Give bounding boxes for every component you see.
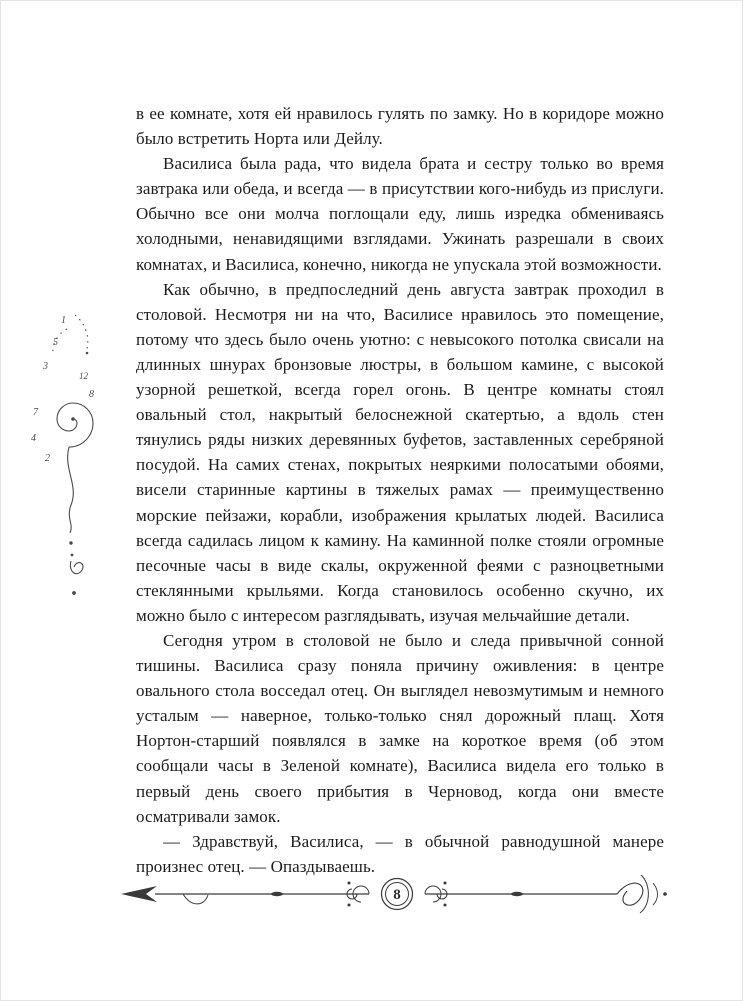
page-number-medallion: [382, 879, 413, 910]
ornament-numeral: 7: [33, 407, 38, 418]
ornament-numeral: 1: [61, 315, 66, 326]
ornament-numeral: 2: [45, 453, 50, 464]
paragraph: Василиса была рада, что видела брата и сестру только во время завтрака или обеда, и всегда — в присутствии кого-нибудь из прислуги. Обычно все они молча поглощали еду, лишь изредка обмениваясь холодными, ненавидящими взглядами. Ужинать разрешали в своих комнатах, и Василиса, конечно, никогда не упускала этой возможности.: [136, 154, 664, 274]
ornament-numeral: 5: [53, 337, 58, 348]
ornament-numeral: 4: [31, 433, 36, 444]
footer-arrow-icon: [121, 886, 157, 902]
ornament-numeral: 3: [43, 361, 48, 372]
ornament-numeral: 12: [79, 371, 88, 381]
paragraph: в ее комнате, хотя ей нравилось гулять по замку. Но в коридоре можно было встретить Норта или Дейлу.: [136, 104, 664, 149]
paragraph: — Здравствуй, Василиса, — в обычной равнодушной манере произнес отец. — Опаздываешь.: [136, 831, 664, 876]
paragraph: Как обычно, в предпоследний день августа завтрак проходил в столовой. Несмотря ни на что, Василисе нравилось это помещение, потому что здесь было очень уютно: с невысокого потолка свисали на длинных шнурах бронзовые люстры, в большом камине, с высокой узорной решеткой, всегда горел огонь. В центре комнаты стоял овальный стол, накрытый белоснежной скатертью, а вдоль стен тянулись ряды низких деревянных буфетов, заставленных серебряной посудой. На самих стенах, покрытых неяркими полосатыми обоями, висели старинные картины в тяжелых рамах — преимущественно морские пейзажи, корабли, изображения крылатых людей. Василиса всегда садилась лицом к камину. На каминной полке стояли огромные песочные часы в виде скалы, окруженной феями с разноцветными стеклянными крыльями. Когда становилось особенно скучно, их можно было с интересом разглядывать, изучая мельчайшие детали.: [136, 279, 664, 625]
ornament-numeral: 8: [89, 389, 94, 400]
spiral-clock-ornament: [23, 309, 118, 604]
page-number: 8: [393, 887, 401, 903]
footer-flourish-ornament: [117, 863, 677, 925]
spiral-center-dot: [71, 417, 75, 421]
paragraph: Сегодня утром в столовой не было и следа привычной сонной тишины. Василиса сразу поняла причину оживления: в центре овального стола восседал отец. Он выглядел невозмутимым и немного усталым — наверное, только-только снял дорожный плащ. Хотя Нортон-старший появлялся в замке на короткое время (об этом сообщали часы в Зеленой комнате), Василиса видела его только в первый день своего прибытия в Черновод, когда они вместе осматривали замок.: [136, 630, 664, 826]
page-text: [136, 101, 664, 879]
